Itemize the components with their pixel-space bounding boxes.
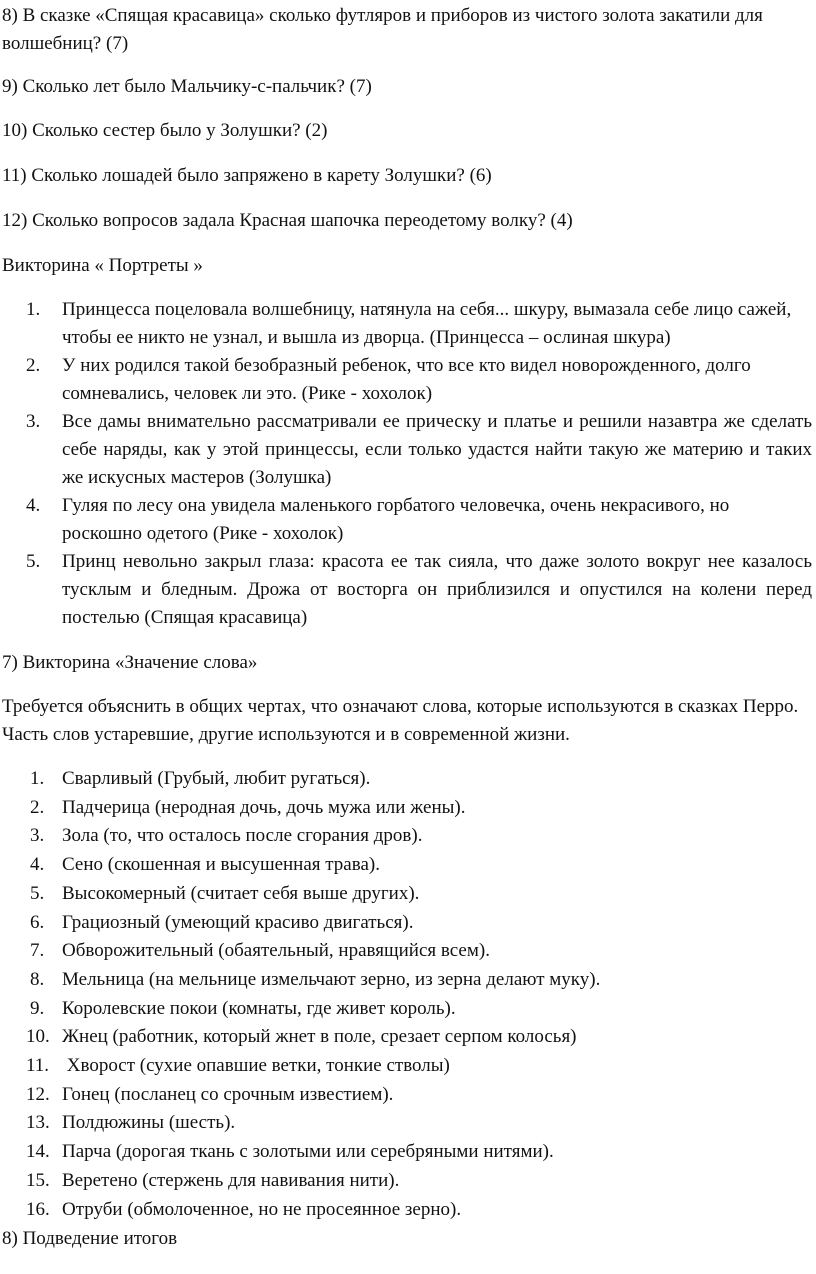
list-item: [0, 937, 812, 966]
list-item: [0, 1081, 812, 1110]
list-item-number: 9.: [30, 997, 45, 1019]
list-item-number: 7.: [30, 940, 45, 962]
list-item: [0, 1138, 812, 1167]
list-item: [0, 1196, 812, 1225]
list-item-number: 2.: [26, 355, 41, 376]
list-item-number: 1.: [30, 768, 45, 789]
list-item-text: Парча (дорогая ткань с золотыми или серебряными нитями).: [62, 1141, 554, 1163]
question-8: 8) В сказке «Спящая красавица» сколько футляров и приборов из чистого золота закатили для волшебниц? (7): [2, 5, 763, 54]
words-list: [0, 765, 812, 1224]
list-item: [0, 352, 812, 408]
list-item-number: 8.: [30, 968, 45, 990]
list-item-text: Высокомерный (считает себя выше других).: [62, 882, 420, 904]
list-item-number: 4.: [30, 854, 45, 876]
list-item-text: У них родился такой безобразный ребенок, что все кто видел новорожденного, долго сомневались, человек ли это. (Рике - хохолок): [62, 355, 751, 404]
list-item: [0, 1052, 812, 1081]
list-item-text: Жнец (работник, который жнет в поле, срезает серпом колосья): [62, 1026, 577, 1048]
list-item-text: Грациозный (умеющий красиво двигаться).: [62, 911, 414, 933]
list-item: [0, 995, 812, 1024]
list-item-number: 3.: [30, 825, 45, 847]
list-item-text: Сено (скошенная и высушенная трава).: [62, 854, 380, 876]
list-item: [0, 851, 812, 880]
portraits-list: [0, 296, 812, 632]
list-item-text: Зола (то, что осталось после сгорания дров).: [62, 825, 423, 847]
list-item: [0, 548, 812, 632]
list-item: [0, 492, 812, 548]
list-item-number: 16.: [26, 1198, 50, 1220]
list-item: [0, 408, 812, 492]
question-10: 10) Сколько сестер было у Золушки? (2): [2, 120, 328, 141]
list-item: [0, 765, 812, 794]
list-item-text: Веретено (стержень для навивания нити).: [62, 1169, 400, 1191]
list-item-text: Сварливый (Грубый, любит ругаться).: [62, 768, 371, 789]
list-item-number: 3.: [26, 411, 41, 432]
portraits-heading: Викторина « Портреты »: [2, 255, 203, 276]
list-item: [0, 1167, 812, 1196]
list-item-text: Отруби (обмолоченное, но не просеянное зерно).: [62, 1198, 462, 1220]
list-item: [0, 909, 812, 938]
list-item: [0, 1109, 812, 1138]
list-item-text: Все дамы внимательно рассматривали ее прическу и платье и решили назавтра же сделать себе наряды, как у этой принцессы, если только удастся найти такую же материю и таких же искусных мастеров (Золушка): [62, 411, 812, 488]
list-item: [0, 822, 812, 851]
list-item-number: 10.: [26, 1026, 50, 1048]
question-12: 12) Сколько вопросов задала Красная шапочка переодетому волку? (4): [2, 210, 573, 231]
list-item-number: 14.: [26, 1141, 50, 1163]
list-item: [0, 880, 812, 909]
list-item-number: 2.: [30, 796, 45, 818]
list-item-text: Падчерица (неродная дочь, дочь мужа или жены).: [62, 796, 466, 818]
list-item: [0, 296, 812, 352]
words-intro: Требуется объяснить в общих чертах, что означают слова, которые используются в сказках Перро. Часть слов устаревшие, другие используются и в современной жизни.: [2, 696, 799, 745]
list-item-number: 5.: [26, 551, 41, 572]
list-item-text: Принц невольно закрыл глаза: красота ее так сияла, что даже золото вокруг нее казалось тусклым и бледным. Дрожа от восторга он приблизился и опустился на колени перед постелью (Спящая красавица): [62, 551, 812, 628]
list-item-text: Королевские покои (комнаты, где живет король).: [62, 997, 456, 1019]
list-item-number: 11.: [26, 1055, 50, 1077]
summary-heading: 8) Подведение итогов: [2, 1228, 178, 1249]
list-item-number: 13.: [26, 1112, 50, 1134]
list-item-text: Гонец (посланец со срочным известием).: [62, 1083, 394, 1105]
list-item-text: Хворост (сухие опавшие ветки, тонкие стволы): [62, 1055, 450, 1077]
list-item: [0, 794, 812, 823]
list-item-number: 5.: [30, 882, 45, 904]
list-item-number: 4.: [26, 495, 41, 516]
list-item: [0, 966, 812, 995]
list-item: [0, 1023, 812, 1052]
list-item-text: Мельница (на мельнице измельчают зерно, из зерна делают муку).: [62, 968, 601, 990]
list-item-text: Гуляя по лесу она увидела маленького горбатого человечка, очень некрасивого, но роскошно одетого (Рике - хохолок): [62, 495, 730, 544]
list-item-text: Принцесса поцеловала волшебницу, натянула на себя... шкуру, вымазала себе лицо сажей, чтобы ее никто не узнал, и вышла из дворца. (Принцесса – ослиная шкура): [62, 299, 792, 348]
question-11: 11) Сколько лошадей было запряжено в карету Золушки? (6): [2, 165, 492, 186]
question-9: 9) Сколько лет было Мальчику-с-пальчик? (7): [2, 76, 372, 97]
list-item-number: 15.: [26, 1169, 50, 1191]
list-item-text: Полдюжины (шесть).: [62, 1112, 236, 1134]
list-item-number: 12.: [26, 1083, 50, 1105]
words-heading: 7) Викторина «Значение слова»: [2, 652, 258, 673]
list-item-number: 6.: [30, 911, 45, 933]
list-item-text: Обворожительный (обаятельный, нравящийся всем).: [62, 940, 490, 962]
list-item-number: 1.: [26, 299, 41, 320]
